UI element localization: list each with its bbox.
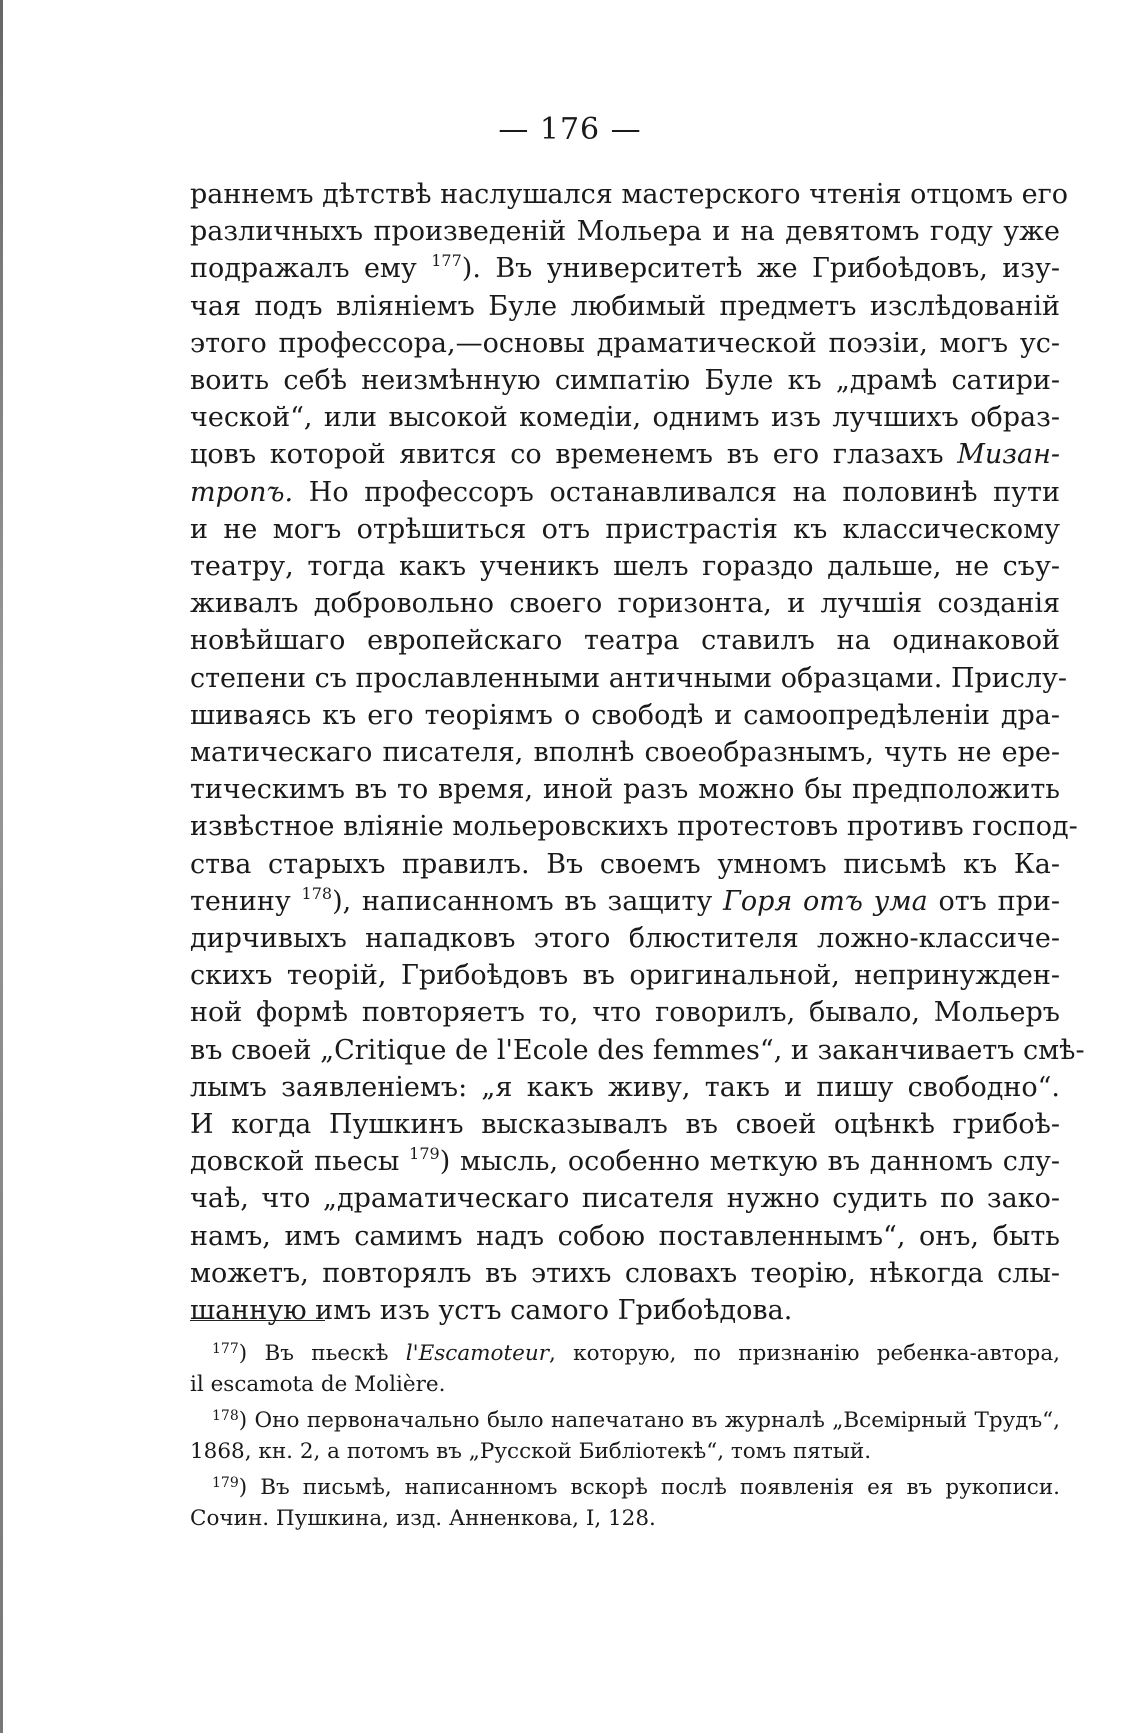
- footnotes: [190, 1338, 1060, 1539]
- footnote-line: Сочин. Пушкина, изд. Анненкова, I, 128.: [190, 1506, 656, 1531]
- text-line: [190, 250, 1060, 287]
- footnote-178: [190, 1405, 1060, 1467]
- text-line: шанную имъ изъ устъ самого Грибоѣдова.: [190, 1295, 793, 1327]
- footnote-line: il escamota de Molière.: [190, 1372, 446, 1397]
- text-fragment: Но профессоръ останавливался на половинѣ пути: [308, 476, 1060, 508]
- text-line: ства старыхъ правилъ. Въ своемъ умномъ письмѣ къ Ка-: [190, 848, 1060, 880]
- text-line: лымъ заявленіемъ: „я какъ живу, такъ и пишу свободно“.: [190, 1071, 1060, 1103]
- text-line: И когда Пушкинъ высказывалъ въ своей оцѣнкѣ грибоѣ-: [190, 1109, 1060, 1141]
- text-fragment: ) мысль, особенно меткую въ данномъ слу-: [439, 1146, 1061, 1178]
- text-line: чаѣ, что „драматическаго писателя нужно судить по зако-: [190, 1183, 1060, 1215]
- text-line: въ своей „Critique de l'Ecole des femmes“, и заканчиваетъ смѣ-: [190, 1034, 1085, 1066]
- page-number: — 176 —: [498, 112, 642, 147]
- text-line: живалъ добровольно своего горизонта, и лучшія созданія: [190, 588, 1060, 620]
- footnote-177: [190, 1338, 1060, 1400]
- footnote-ref-178[interactable]: 178: [301, 883, 333, 903]
- text-line: чая подъ вліяніемъ Буле любимый предметъ изслѣдованій: [190, 290, 1060, 322]
- text-fragment: отъ при-: [938, 885, 1060, 917]
- text-line: шиваясь къ его теоріямъ о свободѣ и самоопредѣленіи дра-: [190, 699, 1060, 731]
- text-line: намъ, имъ самимъ надъ собою поставленнымъ“, онъ, быть: [190, 1220, 1060, 1252]
- text-line: матическаго писателя, вполнѣ своеобразнымъ, чуть не ере-: [190, 737, 1060, 769]
- text-line: театру, тогда какъ ученикъ шелъ гораздо дальше, не съу-: [190, 551, 1060, 583]
- footnote-line: 1868, кн. 2, а потомъ въ „Русской Библіотекѣ“, томъ пятый.: [190, 1439, 872, 1464]
- italic-title-gore-ot-uma: Горя отъ ума: [722, 885, 928, 917]
- text-line: можетъ, повторялъ въ этихъ словахъ теорію, нѣкогда слы-: [190, 1257, 1060, 1289]
- footnote-number: 178: [212, 1408, 239, 1424]
- text-fragment: ), написанномъ въ защиту: [332, 885, 713, 917]
- italic-title-misanthrope: тропъ.: [190, 476, 294, 508]
- text-line: [190, 1143, 1060, 1180]
- text-fragment: подражалъ ему: [190, 253, 417, 285]
- italic-title-misanthrope: Мизан-: [957, 439, 1060, 471]
- text-line: дирчивыхъ нападковъ этого блюстителя ложно-классиче-: [190, 923, 1060, 955]
- italic-title-escamoteur: l'Escamoteur: [405, 1341, 549, 1366]
- text-fragment: ) Въ пьескѣ: [238, 1341, 389, 1366]
- text-fragment: цовъ которой явится со временемъ въ его глазахъ: [190, 439, 944, 471]
- body-text: [190, 176, 1085, 1329]
- text-fragment: довской пьесы: [190, 1146, 400, 1178]
- text-fragment: ). Въ университетѣ же Грибоѣдовъ, изу-: [461, 253, 1060, 285]
- text-line: [190, 436, 1060, 473]
- text-line: и не могъ отрѣшиться отъ пристрастія къ классическому: [190, 513, 1060, 545]
- text-line: раннемъ дѣтствѣ наслушался мастерского чтенія отцомъ его: [190, 179, 1069, 210]
- text-fragment: ) Въ письмѣ, написанномъ вскорѣ послѣ появленія ея въ рукописи.: [238, 1475, 1060, 1500]
- text-line: воить себѣ неизмѣнную симпатію Буле къ „драмѣ сатири-: [190, 365, 1060, 397]
- scan-edge-line: [0, 0, 3, 1733]
- footnote-number: 179: [212, 1475, 239, 1491]
- text-line: этого профессора,—основы драматической поэзіи, могъ ус-: [190, 327, 1060, 359]
- footnote-divider: [190, 1320, 325, 1321]
- text-line: ческой“, или высокой комедіи, однимъ изъ лучшихъ образ-: [190, 402, 1060, 434]
- text-line: ной формѣ повторяетъ то, что говорилъ, бывало, Мольеръ: [190, 997, 1060, 1029]
- footnote-line: [190, 1472, 1060, 1503]
- footnote-ref-179[interactable]: 179: [409, 1144, 440, 1164]
- text-fragment: ) Оно первоначально было напечатано въ журналѣ „Всемірный Трудъ“,: [238, 1408, 1060, 1433]
- text-line: новѣйшаго европейскаго театра ставилъ на одинаковой: [190, 625, 1060, 657]
- text-fragment: , которую, по признанію ребенка-автора,: [548, 1341, 1060, 1366]
- text-line: скихъ теорій, Грибоѣдовъ въ оригинальной, непринужден-: [190, 960, 1060, 992]
- text-line: [190, 883, 1060, 920]
- text-line: степени съ прославленными античными образцами. Прислу-: [190, 662, 1068, 694]
- footnote-number: 177: [212, 1341, 239, 1357]
- text-fragment: тенину: [190, 885, 291, 917]
- footnote-line: [190, 1338, 1060, 1369]
- text-line: различныхъ произведеній Мольера и на девятомъ году уже: [190, 216, 1060, 248]
- footnote-ref-177[interactable]: 177: [431, 251, 462, 271]
- footnote-179: [190, 1472, 1060, 1534]
- footnote-line: [190, 1405, 1060, 1436]
- text-line: тическимъ въ то время, иной разъ можно бы предположить: [190, 774, 1060, 806]
- text-line: [190, 474, 1060, 511]
- text-line: извѣстное вліяніе мольеровскихъ протестовъ противъ господ-: [190, 811, 1078, 843]
